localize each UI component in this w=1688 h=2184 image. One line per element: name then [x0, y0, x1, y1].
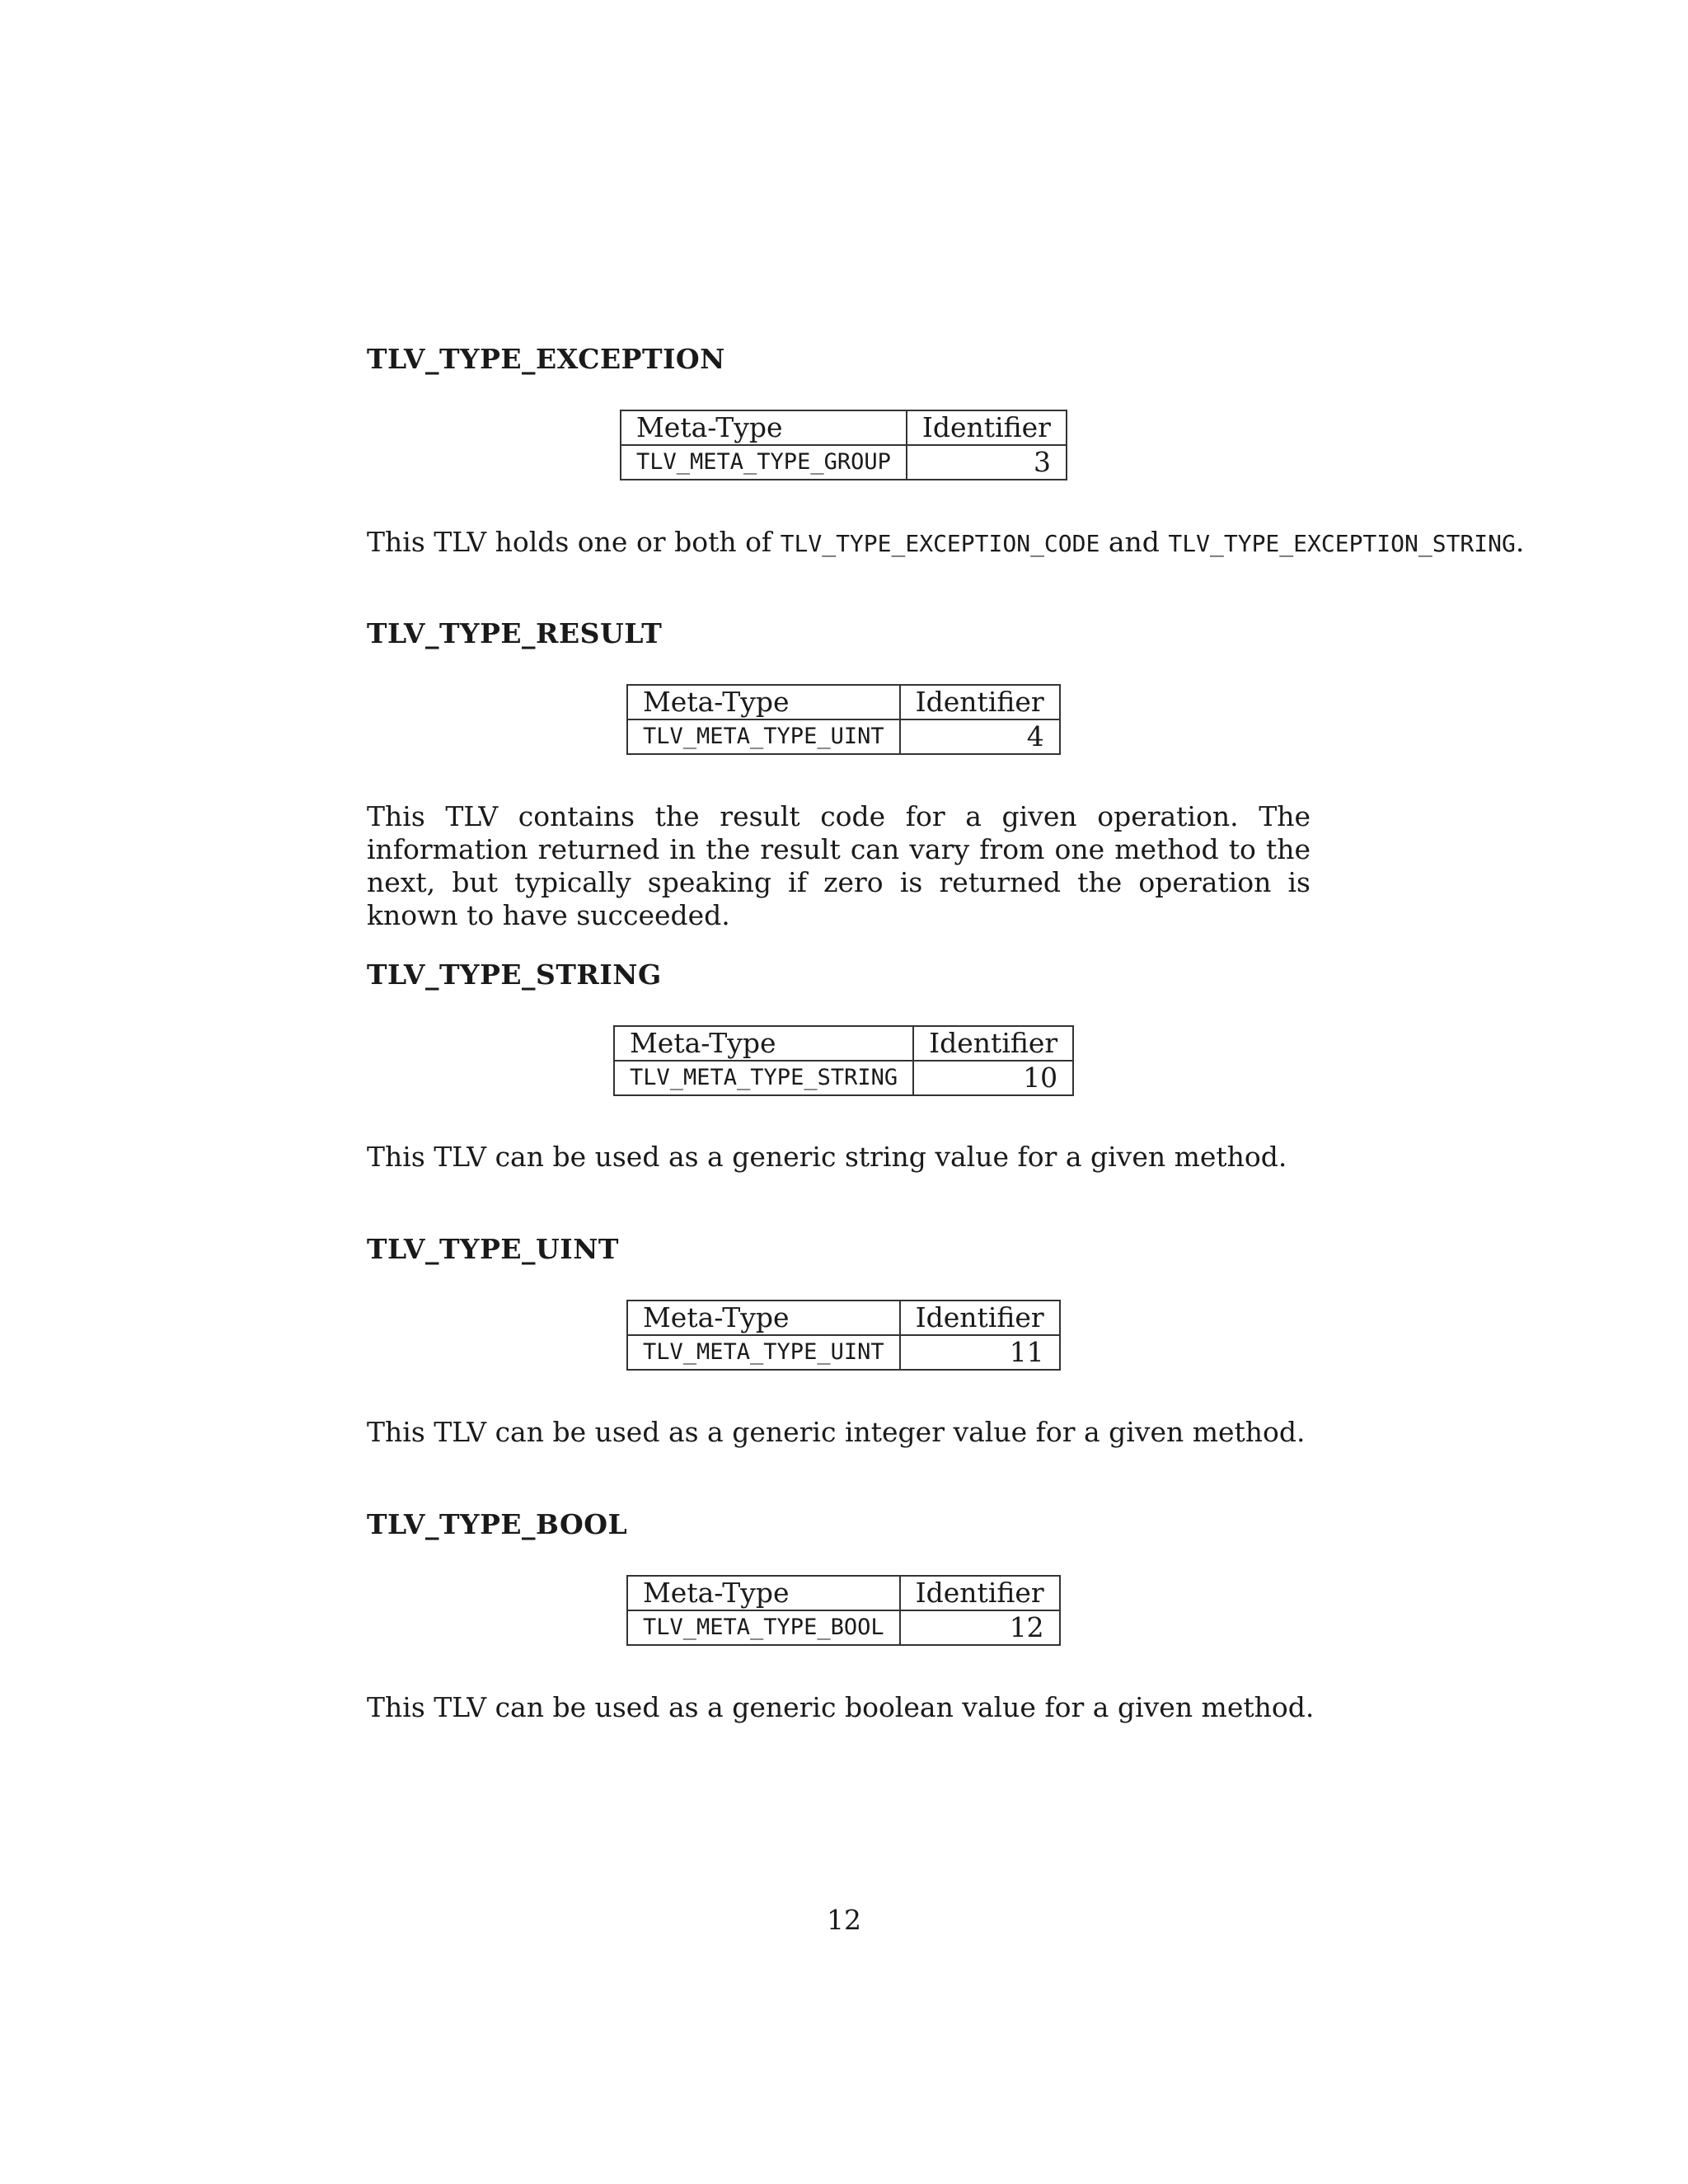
header-identifier: Identifier	[907, 410, 1067, 445]
section-paragraph-uint: This TLV can be used as a generic integer value for a given method.	[367, 1416, 1306, 1448]
table-header-row	[627, 685, 1060, 719]
table-row	[627, 1610, 1060, 1645]
header-meta-type: Meta-Type	[627, 1576, 900, 1610]
table-row	[627, 1335, 1060, 1370]
identifier-value: 12	[900, 1610, 1060, 1645]
code-exception-string: TLV_TYPE_EXCEPTION_STRING	[1168, 530, 1516, 557]
meta-table-exception	[620, 410, 1067, 480]
identifier-value: 11	[900, 1335, 1060, 1370]
header-meta-type: Meta-Type	[627, 685, 900, 719]
meta-type-value: TLV_META_TYPE_UINT	[627, 1335, 900, 1370]
identifier-value: 4	[900, 719, 1060, 754]
section-paragraph-string: This TLV can be used as a generic string value for a given method.	[367, 1141, 1287, 1173]
code-exception-code: TLV_TYPE_EXCEPTION_CODE	[780, 530, 1100, 557]
table-header-row	[627, 1301, 1060, 1335]
section-heading-result: TLV_TYPE_RESULT	[367, 617, 663, 649]
section-heading-bool: TLV_TYPE_BOOL	[367, 1508, 628, 1540]
page-number: 12	[827, 1904, 861, 1936]
header-meta-type: Meta-Type	[614, 1026, 913, 1061]
section-paragraph-result: This TLV contains the result code for a given operation. The information returned in the result can vary from one method to the next, but typically speaking if zero is returned the operation is known to have succeeded.	[367, 800, 1311, 931]
header-identifier: Identifier	[913, 1026, 1073, 1061]
header-identifier: Identifier	[900, 685, 1060, 719]
meta-type-value: TLV_META_TYPE_GROUP	[621, 445, 907, 480]
section-heading-uint: TLV_TYPE_UINT	[367, 1233, 619, 1265]
meta-type-value: TLV_META_TYPE_BOOL	[627, 1610, 900, 1645]
header-identifier: Identifier	[900, 1301, 1060, 1335]
table-row	[614, 1061, 1073, 1095]
header-identifier: Identifier	[900, 1576, 1060, 1610]
paragraph-text: and	[1100, 526, 1169, 558]
identifier-value: 10	[913, 1061, 1073, 1095]
meta-type-value: TLV_META_TYPE_STRING	[614, 1061, 913, 1095]
meta-type-value: TLV_META_TYPE_UINT	[627, 719, 900, 754]
table-header-row	[627, 1576, 1060, 1610]
table-header-row	[621, 410, 1067, 445]
header-meta-type: Meta-Type	[627, 1301, 900, 1335]
section-paragraph-bool: This TLV can be used as a generic boolean value for a given method.	[367, 1691, 1315, 1723]
identifier-value: 3	[907, 445, 1067, 480]
meta-table-string	[613, 1025, 1074, 1096]
header-meta-type: Meta-Type	[621, 410, 907, 445]
table-row	[627, 719, 1060, 754]
section-paragraph-exception	[367, 526, 1525, 560]
section-heading-exception: TLV_TYPE_EXCEPTION	[367, 343, 725, 375]
paragraph-text: This TLV holds one or both of	[367, 526, 781, 558]
table-header-row	[614, 1026, 1073, 1061]
meta-table-uint	[626, 1300, 1061, 1371]
paragraph-text: .	[1515, 526, 1525, 558]
meta-table-result	[626, 684, 1061, 755]
table-row	[621, 445, 1067, 480]
section-heading-string: TLV_TYPE_STRING	[367, 958, 662, 991]
meta-table-bool	[626, 1575, 1061, 1646]
